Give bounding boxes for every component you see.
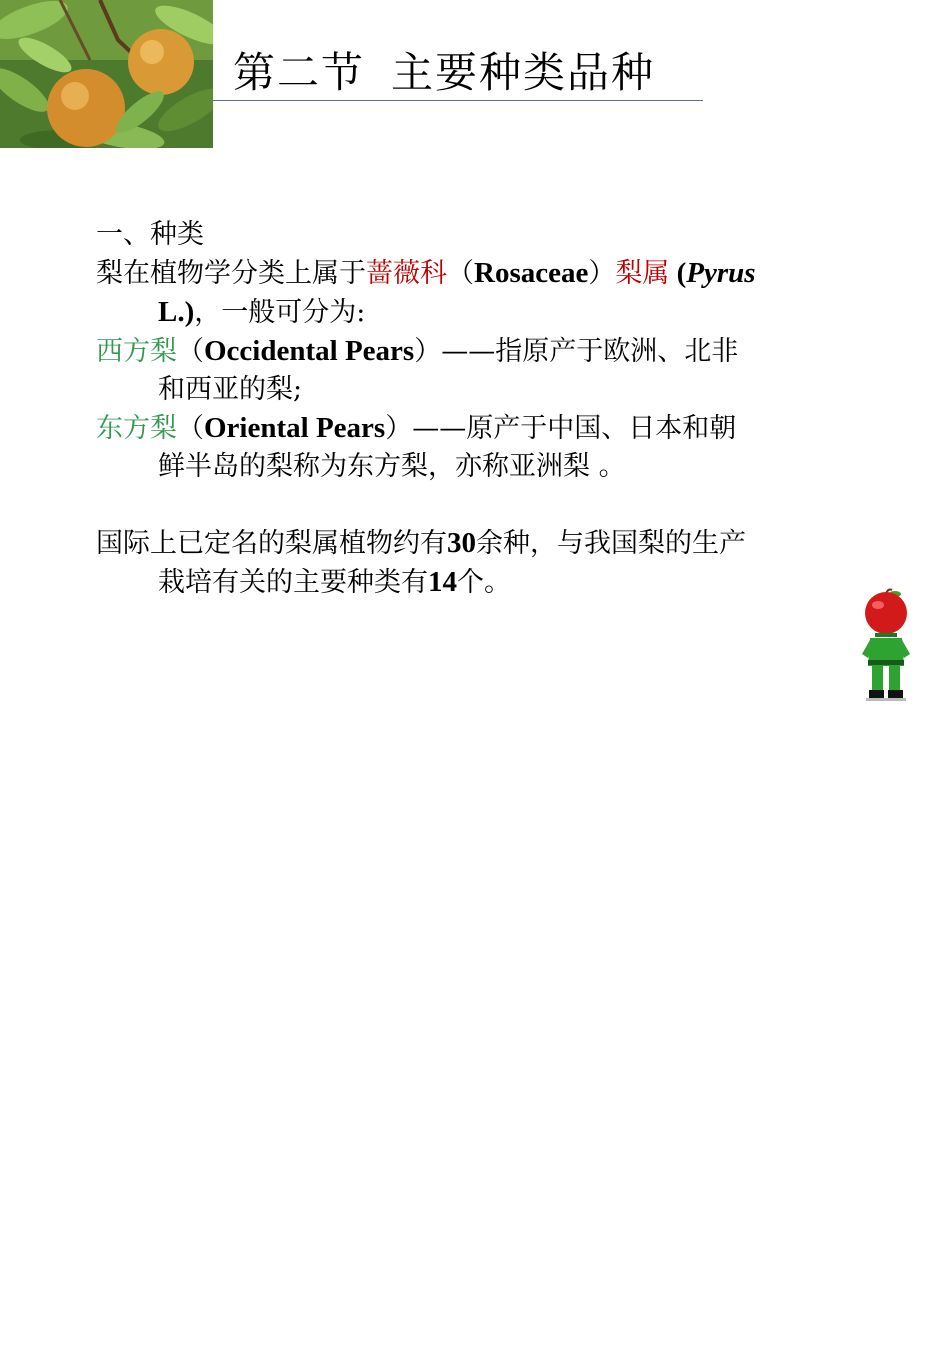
dash: —— bbox=[412, 413, 467, 444]
title-section-number: 第二节 bbox=[233, 48, 366, 97]
paragraph-species-count bbox=[96, 524, 866, 602]
section-heading: 一、种类 bbox=[96, 219, 204, 250]
paragraph-oriental-pears bbox=[96, 409, 866, 486]
family-name-cn: 蔷薇科 bbox=[366, 258, 447, 289]
family-name-latin: Rosaceae bbox=[474, 257, 589, 289]
spacer bbox=[96, 486, 866, 524]
text: 栽培有关的主要种类有 bbox=[158, 567, 428, 598]
text: 余种，与我国梨的生产 bbox=[476, 528, 746, 559]
pear-tree-photo bbox=[0, 0, 213, 148]
species-count: 30 bbox=[447, 527, 476, 559]
text: （ bbox=[177, 413, 204, 444]
main-species-count: 14 bbox=[428, 566, 457, 598]
text: 鲜半岛的梨称为东方梨，亦称亚洲梨 。 bbox=[158, 451, 626, 482]
text: 国际上已定名的梨属植物约有 bbox=[96, 528, 447, 559]
occidental-pear-name: 西方梨 bbox=[96, 336, 177, 367]
paragraph-classification bbox=[96, 254, 866, 332]
page-title bbox=[233, 40, 655, 100]
text: 原产于中国、日本和朝 bbox=[466, 413, 737, 444]
title-underline bbox=[213, 100, 703, 101]
text: 个。 bbox=[457, 567, 511, 598]
text: L.) bbox=[158, 296, 195, 328]
text: ，一般可分为: bbox=[194, 297, 366, 328]
oriental-pear-name: 东方梨 bbox=[96, 413, 177, 444]
text: ） bbox=[414, 336, 442, 367]
title-section-name: 主要种类品种 bbox=[391, 48, 656, 97]
apple-head-mascot-icon bbox=[858, 588, 914, 704]
genus-name-cn: 梨属 bbox=[615, 258, 670, 289]
text: （ bbox=[177, 336, 204, 367]
text: （ bbox=[447, 258, 474, 289]
oriental-pear-english: Oriental Pears bbox=[204, 412, 386, 444]
text: 和西亚的梨; bbox=[158, 374, 303, 405]
text: ( bbox=[669, 257, 687, 289]
dash: —— bbox=[441, 336, 496, 367]
text: 指原产于欧洲、北非 bbox=[495, 336, 739, 367]
paragraph-occidental-pears bbox=[96, 332, 866, 409]
text: 梨在植物学分类上属于 bbox=[96, 258, 366, 289]
genus-name-latin: Pyrus bbox=[686, 257, 756, 289]
text: ） bbox=[385, 413, 413, 444]
body-text bbox=[96, 216, 866, 602]
occidental-pear-english: Occidental Pears bbox=[204, 335, 415, 367]
text: ） bbox=[588, 258, 616, 289]
